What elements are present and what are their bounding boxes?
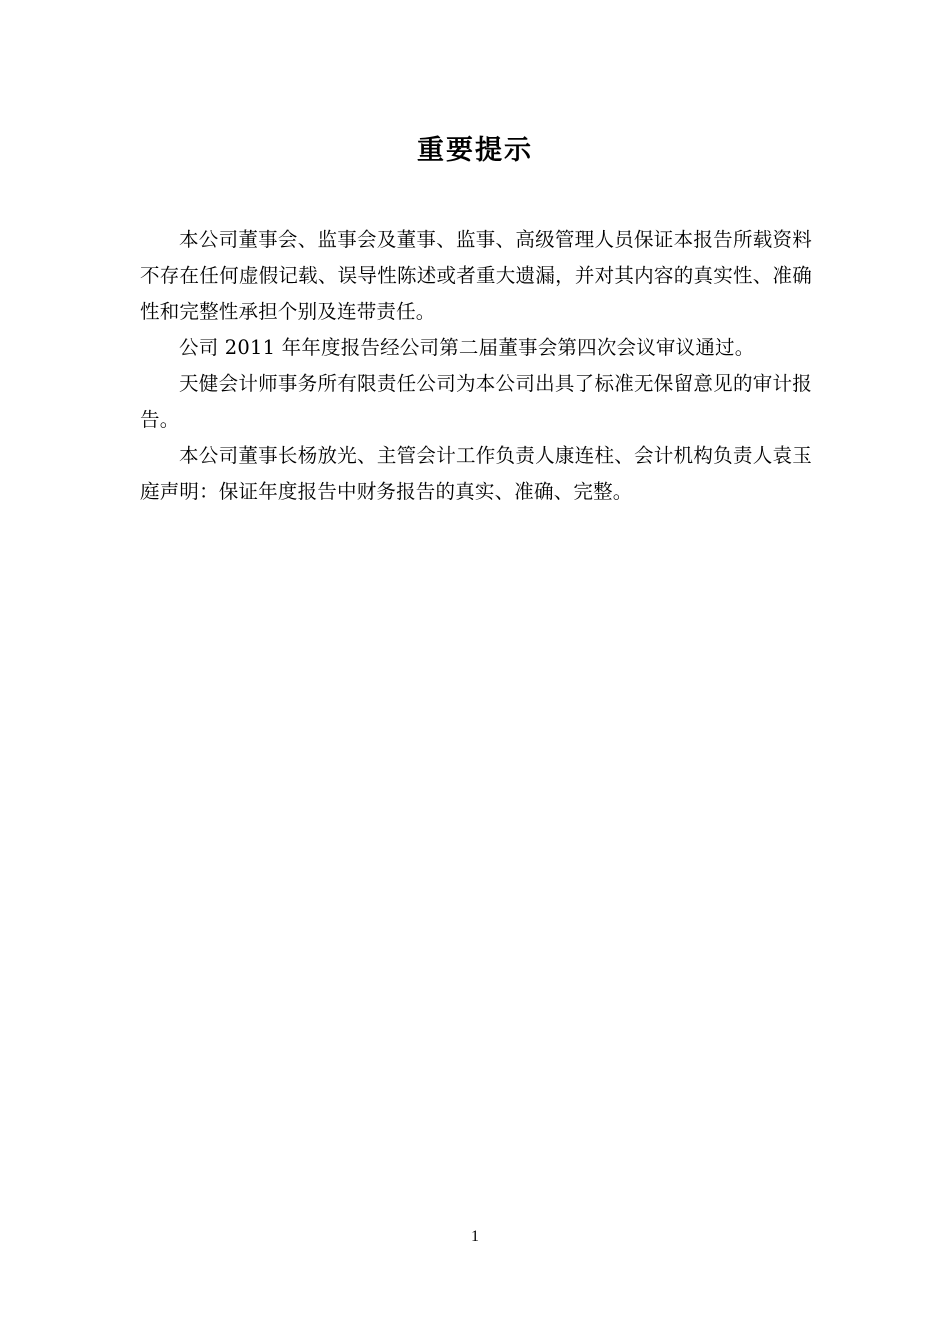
document-body [140, 222, 812, 510]
page-number: 1 [471, 1228, 479, 1245]
paragraph-board-approval: 公司 2011 年年度报告经公司第二届董事会第四次会议审议通过。 [179, 336, 755, 359]
paragraph-responsibility-statement: 本公司董事会、监事会及董事、监事、高级管理人员保证本报告所载资料不存在任何虚假记载、误导性陈述或者重大遗漏，并对其内容的真实性、准确性和完整性承担个别及连带责任。 [140, 228, 812, 323]
paragraph-audit-opinion: 天健会计师事务所有限责任公司为本公司出具了标准无保留意见的审计报告。 [140, 372, 812, 431]
paragraph-officers-declaration: 本公司董事长杨放光、主管会计工作负责人康连柱、会计机构负责人袁玉庭声明：保证年度报告中财务报告的真实、准确、完整。 [140, 444, 812, 503]
page-title: 重要提示 [417, 135, 533, 166]
